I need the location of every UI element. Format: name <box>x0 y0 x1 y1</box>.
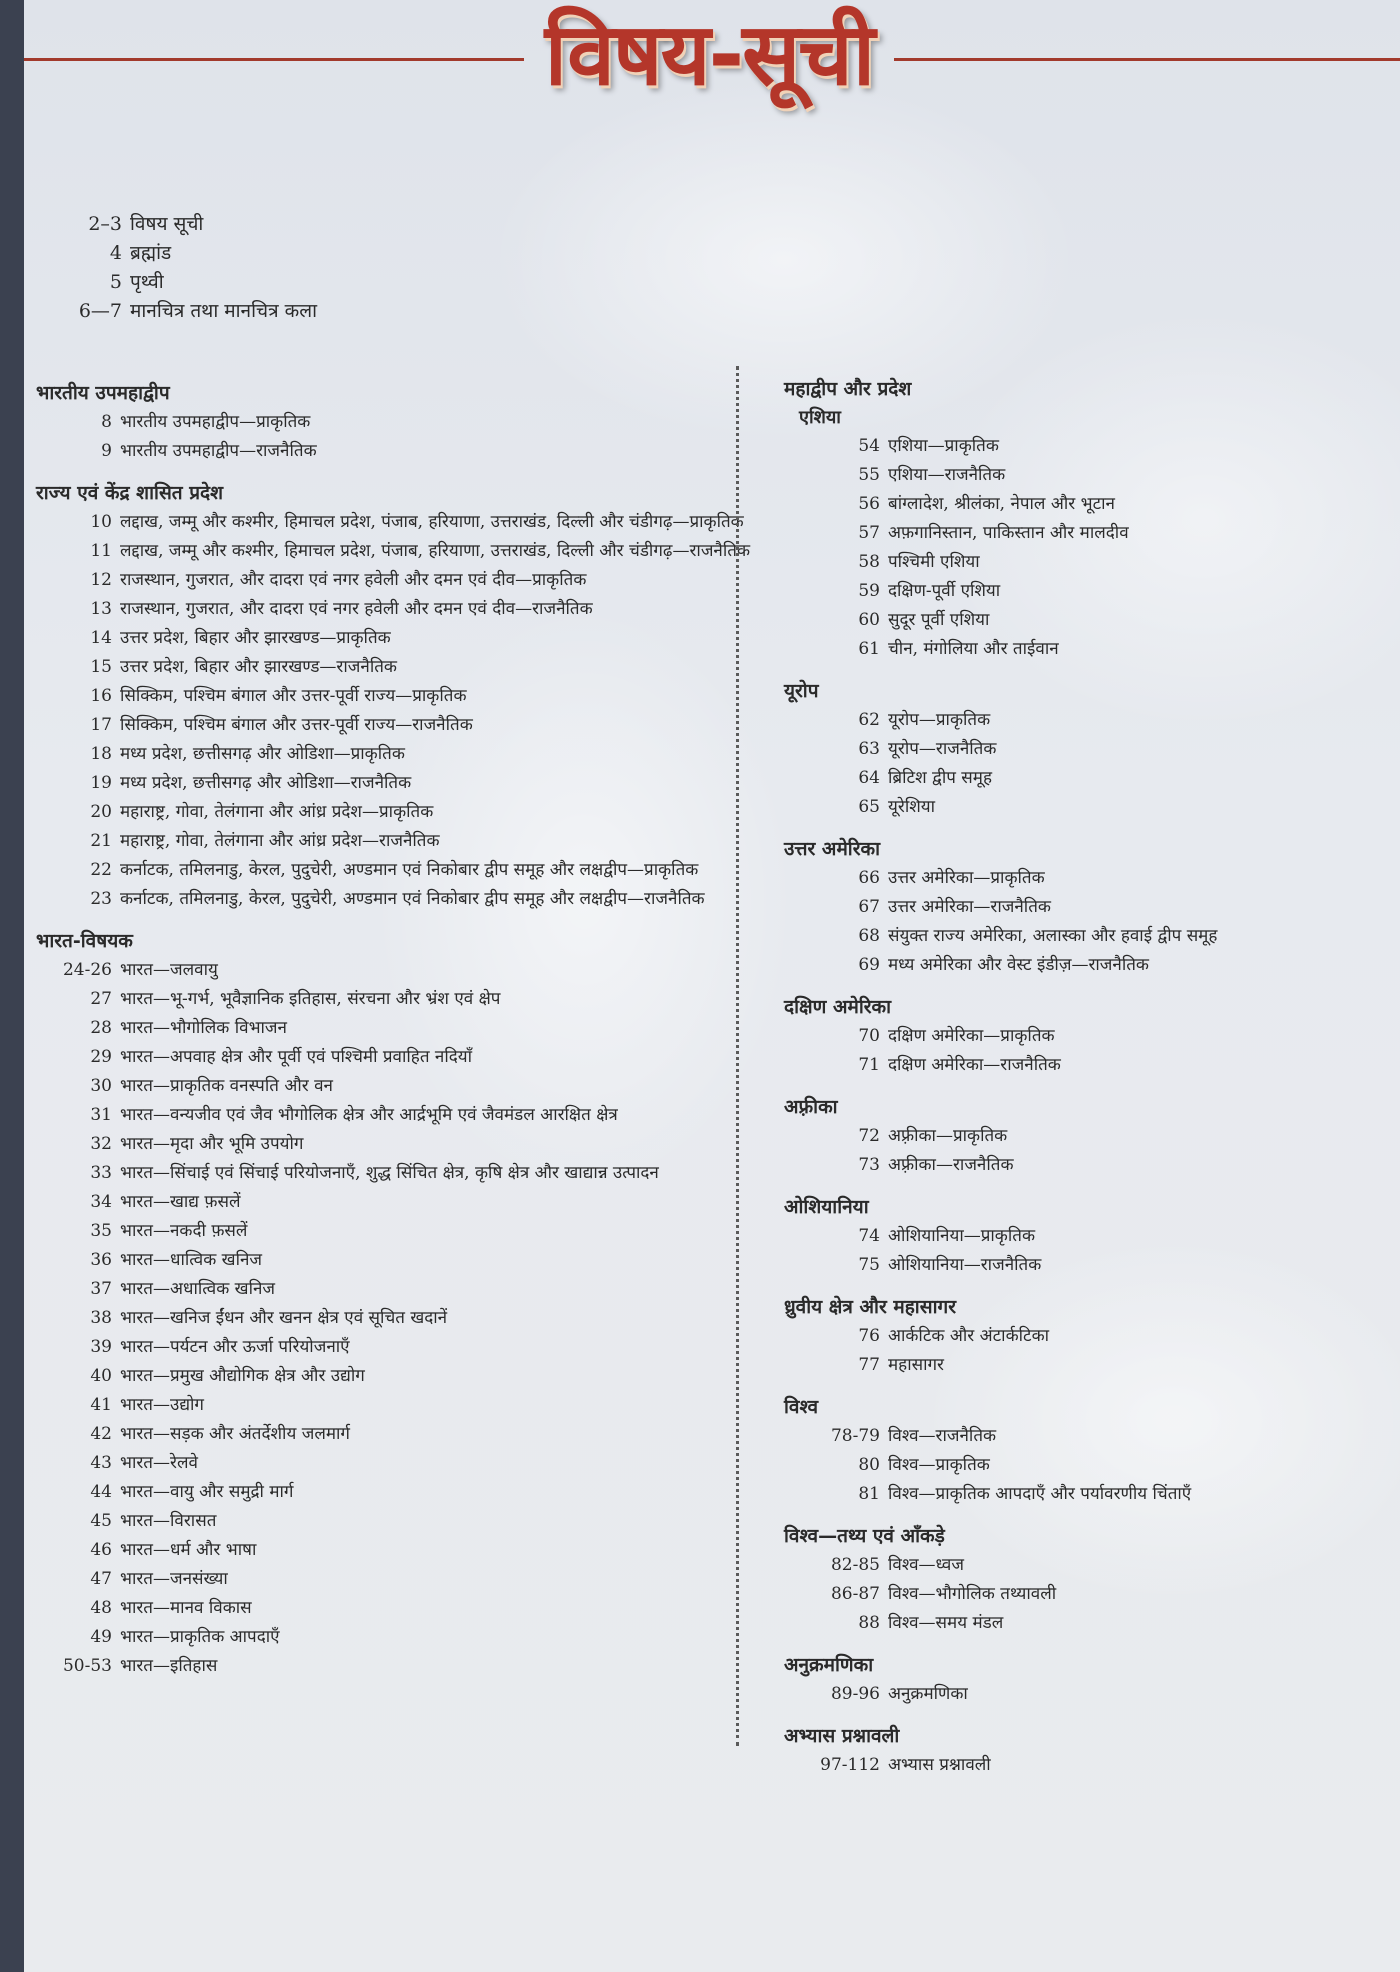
column-divider <box>736 366 739 1746</box>
toc-entry <box>784 1751 1384 1780</box>
toc-entry <box>36 1623 726 1652</box>
page-number: 77 <box>858 1355 880 1375</box>
toc-entry <box>36 827 726 856</box>
entry-title: भारत—जलवायु <box>120 960 218 980</box>
entry-title: अफ़गानिस्तान, पाकिस्तान और मालदीव <box>888 523 1129 543</box>
page-number: 10 <box>90 512 112 532</box>
toc-entry <box>36 1072 726 1101</box>
page-number: 74 <box>858 1226 880 1246</box>
toc-entry <box>784 1322 1384 1351</box>
toc-entry <box>784 432 1384 461</box>
page-number: 78-79 <box>830 1426 880 1446</box>
entry-title: भारत—नकदी फ़सलें <box>120 1221 248 1241</box>
entry-title: मध्य प्रदेश, छत्तीसगढ़ और ओडिशा—राजनैतिक <box>120 773 412 793</box>
toc-entry <box>784 764 1384 793</box>
entry-title: भारत—इतिहास <box>120 1656 218 1676</box>
entry-title: यूरोप—राजनैतिक <box>888 739 997 759</box>
page-number: 36 <box>90 1250 112 1270</box>
entry-title: महाराष्ट्र, गोवा, तेलंगाना और आंध्र प्रदेश—राजनैतिक <box>120 831 440 851</box>
entry-title: विश्व—प्राकृतिक <box>888 1455 990 1475</box>
page-number: 18 <box>90 744 112 764</box>
entry-title: भारत—खनिज ईंधन और खनन क्षेत्र एवं सूचित खदानें <box>120 1308 448 1328</box>
page-number: 21 <box>90 831 112 851</box>
toc-entry <box>36 1014 726 1043</box>
toc-entry <box>36 1594 726 1623</box>
page-number: 42 <box>90 1424 112 1444</box>
page-number: 47 <box>90 1569 112 1589</box>
toc-entry <box>36 1217 726 1246</box>
section-heading: ध्रुवीय क्षेत्र और महासागर <box>784 1296 956 1318</box>
page-number: 66 <box>858 868 880 888</box>
entry-title: भारत—वन्यजीव एवं जैव भौगोलिक क्षेत्र और आर्द्रभूमि एवं जैवमंडल आरक्षित क्षेत्र <box>120 1105 618 1125</box>
entry-title: राजस्थान, गुजरात, और दादरा एवं नगर हवेली और दमन एवं दीव—प्राकृतिक <box>120 570 587 590</box>
section-heading: अफ़्रीका <box>784 1096 838 1118</box>
page-number: 2–3 <box>88 213 122 235</box>
page-number: 55 <box>858 465 880 485</box>
entry-title: एशिया—राजनैतिक <box>888 465 1006 485</box>
toc-entry <box>36 408 726 437</box>
toc-entry <box>784 1251 1384 1280</box>
entry-title: भारत—प्राकृतिक आपदाएँ <box>120 1627 280 1647</box>
toc-entry <box>36 624 726 653</box>
entry-title: उत्तर अमेरिका—राजनैतिक <box>888 897 1051 917</box>
entry-title: मानचित्र तथा मानचित्र कला <box>130 300 318 322</box>
entry-title: उत्तर अमेरिका—प्राकृतिक <box>888 868 1045 888</box>
toc-entry <box>784 519 1384 548</box>
page-number: 20 <box>90 802 112 822</box>
toc-entry <box>784 706 1384 735</box>
entry-title: अभ्यास प्रश्नावली <box>888 1755 991 1775</box>
toc-entry <box>36 1188 726 1217</box>
toc-entry <box>36 1652 726 1681</box>
section-heading: भारतीय उपमहाद्वीप <box>36 382 170 404</box>
toc-entry <box>44 297 644 326</box>
toc-entry <box>36 740 726 769</box>
entry-title: भारत—वायु और समुद्री मार्ग <box>120 1482 294 1502</box>
toc-entry <box>36 508 744 537</box>
toc-entry <box>36 1246 726 1275</box>
entry-title: महासागर <box>888 1355 945 1375</box>
page-number: 43 <box>90 1453 112 1473</box>
entry-title: भारत—उद्योग <box>120 1395 204 1415</box>
entry-title: भारत—सिंचाई एवं सिंचाई परियोजनाएँ, शुद्ध सिंचित क्षेत्र, कृषि क्षेत्र और खाद्यान्न उत्पादन <box>120 1163 659 1183</box>
entry-title: अफ़्रीका—प्राकृतिक <box>888 1126 1008 1146</box>
toc-entry <box>784 1551 1384 1580</box>
spacer <box>36 466 726 478</box>
spacer <box>784 822 1384 834</box>
toc-entry <box>36 1391 726 1420</box>
entry-title: मध्य प्रदेश, छत्तीसगढ़ और ओडिशा—प्राकृतिक <box>120 744 405 764</box>
toc-entry <box>36 1159 726 1188</box>
entry-title: भारत—भू-गर्भ, भूवैज्ञानिक इतिहास, संरचना और भ्रंश एवं क्षेप <box>120 989 501 1009</box>
entry-title: राजस्थान, गुजरात, और दादरा एवं नगर हवेली और दमन एवं दीव—राजनैतिक <box>120 599 593 619</box>
section-subheading: एशिया <box>799 407 841 428</box>
toc-entry <box>36 1275 726 1304</box>
page-number: 19 <box>90 773 112 793</box>
toc-entry <box>784 1580 1384 1609</box>
page-number: 64 <box>858 768 880 788</box>
page-number: 82-85 <box>830 1555 880 1575</box>
page-number: 97-112 <box>820 1755 880 1775</box>
toc-entry <box>784 1451 1384 1480</box>
entry-title: विश्व—प्राकृतिक आपदाएँ और पर्यावरणीय चिंताएँ <box>888 1484 1192 1504</box>
entry-title: भारत—मृदा और भूमि उपयोग <box>120 1134 304 1154</box>
section-heading: विश्व—तथ्य एवं आँकड़े <box>784 1525 945 1547</box>
page-number: 31 <box>90 1105 112 1125</box>
toc-entry <box>784 490 1384 519</box>
toc-entry <box>36 711 726 740</box>
page-number: 15 <box>90 657 112 677</box>
toc-entry <box>36 856 726 885</box>
entry-title: विश्व—राजनैतिक <box>888 1426 997 1446</box>
entry-title: सिक्किम, पश्चिम बंगाल और उत्तर-पूर्वी राज्य—प्राकृतिक <box>120 686 467 706</box>
toc-entry <box>36 1043 726 1072</box>
page-number: 5 <box>109 271 122 293</box>
toc-entry <box>44 268 644 297</box>
page-number: 40 <box>90 1366 112 1386</box>
toc-entry <box>36 769 726 798</box>
toc-entry <box>36 1536 726 1565</box>
toc-entry <box>44 210 644 239</box>
entry-title: विश्व—ध्वज <box>888 1555 964 1575</box>
page-number: 72 <box>858 1126 880 1146</box>
page-number: 45 <box>90 1511 112 1531</box>
entry-title: यूरोप—प्राकृतिक <box>888 710 991 730</box>
toc-entry <box>784 1609 1384 1638</box>
entry-title: भारत—खाद्य फ़सलें <box>120 1192 241 1212</box>
contents-page <box>24 0 1400 1972</box>
page-number: 58 <box>858 552 880 572</box>
entry-title: एशिया—प्राकृतिक <box>888 436 999 456</box>
entry-title: अनुक्रमणिका <box>888 1684 968 1704</box>
spacer <box>784 1180 1384 1192</box>
entry-title: कर्नाटक, तमिलनाडु, केरल, पुदुचेरी, अण्डमान एवं निकोबार द्वीप समूह और लक्षद्वीप—राजनैतिक <box>120 889 705 909</box>
toc-entry <box>36 1101 726 1130</box>
toc-entry <box>36 437 726 466</box>
entry-title: उत्तर प्रदेश, बिहार और झारखण्ड—प्राकृतिक <box>120 628 391 648</box>
page-number: 8 <box>101 412 112 432</box>
toc-entry <box>36 1333 726 1362</box>
entry-title: अफ़्रीका—राजनैतिक <box>888 1155 1014 1175</box>
page-number: 33 <box>90 1163 112 1183</box>
entry-title: विषय सूची <box>130 213 204 235</box>
toc-entry <box>36 1420 726 1449</box>
page-number: 71 <box>858 1055 880 1075</box>
intro-list <box>44 210 644 326</box>
entry-title: भारत—प्राकृतिक वनस्पति और वन <box>120 1076 333 1096</box>
entry-title: ओशियानिया—राजनैतिक <box>888 1255 1042 1275</box>
entry-title: सिक्किम, पश्चिम बंगाल और उत्तर-पूर्वी राज्य—राजनैतिक <box>120 715 473 735</box>
page-number: 65 <box>858 797 880 817</box>
page-number: 46 <box>90 1540 112 1560</box>
entry-title: भारतीय उपमहाद्वीप—प्राकृतिक <box>120 412 311 432</box>
page-number: 32 <box>90 1134 112 1154</box>
page-number: 41 <box>90 1395 112 1415</box>
page-number: 44 <box>90 1482 112 1502</box>
page-number: 70 <box>858 1026 880 1046</box>
spacer <box>36 914 726 926</box>
page-number: 76 <box>858 1326 880 1346</box>
toc-entry <box>784 577 1384 606</box>
toc-entry <box>36 1130 726 1159</box>
entry-title: भारत—पर्यटन और ऊर्जा परियोजनाएँ <box>120 1337 350 1357</box>
entry-title: भारत—रेलवे <box>120 1453 198 1473</box>
spacer <box>784 1709 1384 1721</box>
toc-entry <box>784 1680 1384 1709</box>
toc-entry <box>36 885 726 914</box>
page-number: 30 <box>90 1076 112 1096</box>
page-number: 68 <box>858 926 880 946</box>
page-number: 89-96 <box>830 1684 880 1704</box>
toc-entry <box>36 1478 726 1507</box>
page-number: 22 <box>90 860 112 880</box>
page-number: 81 <box>858 1484 880 1504</box>
spacer <box>784 664 1384 676</box>
section-heading: यूरोप <box>784 680 819 702</box>
page-number: 34 <box>90 1192 112 1212</box>
page-number: 50-53 <box>62 1656 112 1676</box>
entry-title: ब्रिटिश द्वीप समूह <box>888 768 992 788</box>
section-heading: भारत-विषयक <box>36 930 133 952</box>
page-number: 37 <box>90 1279 112 1299</box>
entry-title: पृथ्वी <box>130 271 164 293</box>
page-number: 27 <box>90 989 112 1009</box>
toc-entry <box>36 653 726 682</box>
toc-entry <box>44 239 644 268</box>
entry-title: भारत—भौगोलिक विभाजन <box>120 1018 287 1038</box>
page-number: 69 <box>858 955 880 975</box>
toc-entry <box>784 635 1384 664</box>
entry-title: विश्व—समय मंडल <box>888 1613 1004 1633</box>
toc-entry <box>36 985 726 1014</box>
spacer <box>784 1638 1384 1650</box>
toc-entry <box>784 461 1384 490</box>
entry-title: विश्व—भौगोलिक तथ्यावली <box>888 1584 1057 1604</box>
spacer <box>784 980 1384 992</box>
toc-entry <box>784 922 1384 951</box>
section-heading: अनुक्रमणिका <box>784 1654 874 1676</box>
toc-entry <box>36 682 726 711</box>
toc-entry <box>784 1022 1384 1051</box>
spacer <box>784 1280 1384 1292</box>
toc-entry <box>784 1051 1384 1080</box>
page-title: विषय-सूची <box>544 5 874 105</box>
spacer <box>784 1509 1384 1521</box>
entry-title: सुदूर पूर्वी एशिया <box>888 610 990 630</box>
toc-entry <box>784 864 1384 893</box>
page-number: 67 <box>858 897 880 917</box>
section-heading: महाद्वीप और प्रदेश <box>784 378 912 400</box>
entry-title: ब्रह्मांड <box>130 242 172 264</box>
page-number: 48 <box>90 1598 112 1618</box>
entry-title: पश्चिमी एशिया <box>888 552 980 572</box>
toc-entry <box>784 1222 1384 1251</box>
page-number: 57 <box>858 523 880 543</box>
spacer <box>784 1380 1384 1392</box>
section-heading: अभ्यास प्रश्नावली <box>784 1725 900 1747</box>
toc-entry <box>784 1122 1384 1151</box>
entry-title: दक्षिण-पूर्वी एशिया <box>888 581 1001 601</box>
page-number: 75 <box>858 1255 880 1275</box>
entry-title: भारत—जनसंख्या <box>120 1569 228 1589</box>
page-number: 24-26 <box>62 960 112 980</box>
section-heading: ओशियानिया <box>784 1196 869 1218</box>
page-number: 11 <box>90 541 112 561</box>
entry-title: लद्दाख, जम्मू और कश्मीर, हिमाचल प्रदेश, पंजाब, हरियाणा, उत्तराखंड, दिल्ली और चंडीगढ़—प्राकृतिक <box>120 512 744 532</box>
page-number: 73 <box>858 1155 880 1175</box>
left-column <box>36 378 751 1681</box>
toc-entry <box>784 606 1384 635</box>
page-number: 23 <box>90 889 112 909</box>
toc-entry <box>36 798 726 827</box>
toc-entry <box>36 566 726 595</box>
toc-entry <box>784 893 1384 922</box>
page-number: 13 <box>90 599 112 619</box>
toc-entry <box>36 1565 726 1594</box>
toc-entry <box>784 1151 1384 1180</box>
entry-title: महाराष्ट्र, गोवा, तेलंगाना और आंध्र प्रदेश—प्राकृतिक <box>120 802 434 822</box>
entry-title: बांग्लादेश, श्रीलंका, नेपाल और भूटान <box>888 494 1115 514</box>
page-number: 9 <box>101 441 112 461</box>
page-number: 49 <box>90 1627 112 1647</box>
entry-title: ओशियानिया—प्राकृतिक <box>888 1226 1035 1246</box>
page-number: 63 <box>858 739 880 759</box>
entry-title: कर्नाटक, तमिलनाडु, केरल, पुदुचेरी, अण्डमान एवं निकोबार द्वीप समूह और लक्षद्वीप—प्राकृतिक <box>120 860 699 880</box>
page-number: 6—7 <box>78 300 122 322</box>
page-number: 12 <box>90 570 112 590</box>
section-heading: दक्षिण अमेरिका <box>784 996 892 1018</box>
entry-title: भारत—धर्म और भाषा <box>120 1540 257 1560</box>
entry-title: उत्तर प्रदेश, बिहार और झारखण्ड—राजनैतिक <box>120 657 397 677</box>
page-number: 86-87 <box>830 1584 880 1604</box>
toc-entry <box>784 1480 1384 1509</box>
toc-entry <box>784 735 1384 764</box>
toc-entry <box>784 793 1384 822</box>
page-number: 28 <box>90 1018 112 1038</box>
toc-entry <box>784 1351 1384 1380</box>
toc-entry <box>36 1449 726 1478</box>
right-column <box>784 374 1384 1780</box>
entry-title: दक्षिण अमेरिका—प्राकृतिक <box>888 1026 1055 1046</box>
spacer <box>784 1080 1384 1092</box>
entry-title: भारत—मानव विकास <box>120 1598 252 1618</box>
page-number: 39 <box>90 1337 112 1357</box>
entry-title: यूरेशिया <box>888 797 936 817</box>
entry-title: भारतीय उपमहाद्वीप—राजनैतिक <box>120 441 317 461</box>
page-number: 4 <box>109 242 122 264</box>
title-rule-left <box>24 58 524 61</box>
entry-title: आर्कटिक और अंटार्कटिका <box>888 1326 1050 1346</box>
entry-title: भारत—विरासत <box>120 1511 217 1531</box>
entry-title: दक्षिण अमेरिका—राजनैतिक <box>888 1055 1061 1075</box>
page-number: 60 <box>858 610 880 630</box>
page-number: 80 <box>858 1455 880 1475</box>
toc-entry <box>36 956 726 985</box>
toc-entry <box>784 1422 1384 1451</box>
page-number: 62 <box>858 710 880 730</box>
page-number: 35 <box>90 1221 112 1241</box>
entry-title: मध्य अमेरिका और वेस्ट इंडीज़—राजनैतिक <box>888 955 1149 975</box>
page-number: 61 <box>858 639 880 659</box>
page-number: 16 <box>90 686 112 706</box>
entry-title: चीन, मंगोलिया और ताईवान <box>888 639 1059 659</box>
entry-title: भारत—प्रमुख औद्योगिक क्षेत्र और उद्योग <box>120 1366 365 1386</box>
page-number: 56 <box>858 494 880 514</box>
toc-entry <box>36 1507 726 1536</box>
entry-title: भारत—अधात्विक खनिज <box>120 1279 276 1299</box>
entry-title: भारत—सड़क और अंतर्देशीय जलमार्ग <box>120 1424 351 1444</box>
entry-title: भारत—अपवाह क्षेत्र और पूर्वी एवं पश्चिमी प्रवाहित नदियाँ <box>120 1047 473 1067</box>
toc-entry <box>784 548 1384 577</box>
title-rule-right <box>894 58 1400 61</box>
entry-title: संयुक्त राज्य अमेरिका, अलास्का और हवाई द्वीप समूह <box>888 926 1218 946</box>
entry-title: लद्दाख, जम्मू और कश्मीर, हिमाचल प्रदेश, पंजाब, हरियाणा, उत्तराखंड, दिल्ली और चंडीगढ़—राजनैतिक <box>120 541 751 561</box>
page-number: 38 <box>90 1308 112 1328</box>
toc-entry <box>36 1362 726 1391</box>
toc-entry <box>36 537 751 566</box>
page-number: 59 <box>858 581 880 601</box>
page-number: 88 <box>858 1613 880 1633</box>
page-number: 54 <box>858 436 880 456</box>
toc-entry <box>36 595 726 624</box>
section-heading: राज्य एवं केंद्र शासित प्रदेश <box>36 482 224 504</box>
toc-entry <box>784 951 1384 980</box>
entry-title: भारत—धात्विक खनिज <box>120 1250 263 1270</box>
page-number: 14 <box>90 628 112 648</box>
section-heading: उत्तर अमेरिका <box>784 838 881 860</box>
toc-entry <box>36 1304 726 1333</box>
page-number: 29 <box>90 1047 112 1067</box>
section-heading: विश्व <box>784 1396 819 1418</box>
page-number: 17 <box>90 715 112 735</box>
